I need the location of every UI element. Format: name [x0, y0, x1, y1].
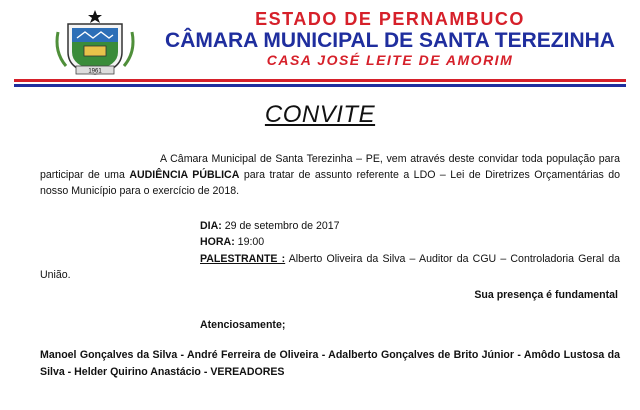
intro-text-1: A Câmara Municipal de Santa Terezinha – PE, vem através deste convidar toda população para participar de uma — [40, 153, 620, 181]
event-day — [200, 218, 620, 234]
councilors-names: Manoel Gonçalves da Silva - André Ferreira de Oliveira - Adalberto Gonçalves de Brito Júnior - Amôdo Lustosa da Silva - Helder Quirino Anastácio - VEREADORES — [40, 349, 620, 378]
house-name: CASA JOSÉ LEITE DE AMORIM — [266, 52, 514, 68]
chamber-name: CÂMARA MUNICIPAL DE SANTA TEREZINHA — [165, 29, 615, 52]
speaker-value: Alberto Oliveira da Silva – Auditor da CGU – Controladoria Geral da União. — [40, 253, 620, 281]
time-value: 19:00 — [234, 236, 265, 248]
speaker-label: PALESTRANTE : — [200, 253, 286, 265]
intro-text-2: para tratar de assunto referente a LDO – Lei de Diretrizes Orçamentárias do nosso Município para o exercício de 2018. — [40, 169, 621, 197]
municipal-seal-icon — [50, 8, 140, 76]
day-value: 29 de setembro de 2017 — [221, 220, 340, 232]
invitation-paragraph — [40, 151, 620, 199]
event-speaker — [40, 251, 620, 283]
event-time — [200, 234, 620, 250]
intro-emphasis: AUDIÊNCIA PÚBLICA — [129, 169, 240, 181]
document-title: CONVITE — [264, 101, 376, 128]
presence-note: Sua presença é fundamental — [474, 289, 618, 301]
state-name: ESTADO DE PERNAMBUCO — [255, 9, 525, 29]
regards: Atenciosamente; — [200, 319, 286, 331]
seal-year: 1961 — [88, 68, 102, 75]
header-divider-red — [14, 79, 626, 82]
header-divider-blue — [14, 84, 626, 87]
day-label: DIA: — [200, 220, 222, 232]
time-label: HORA: — [200, 236, 235, 248]
